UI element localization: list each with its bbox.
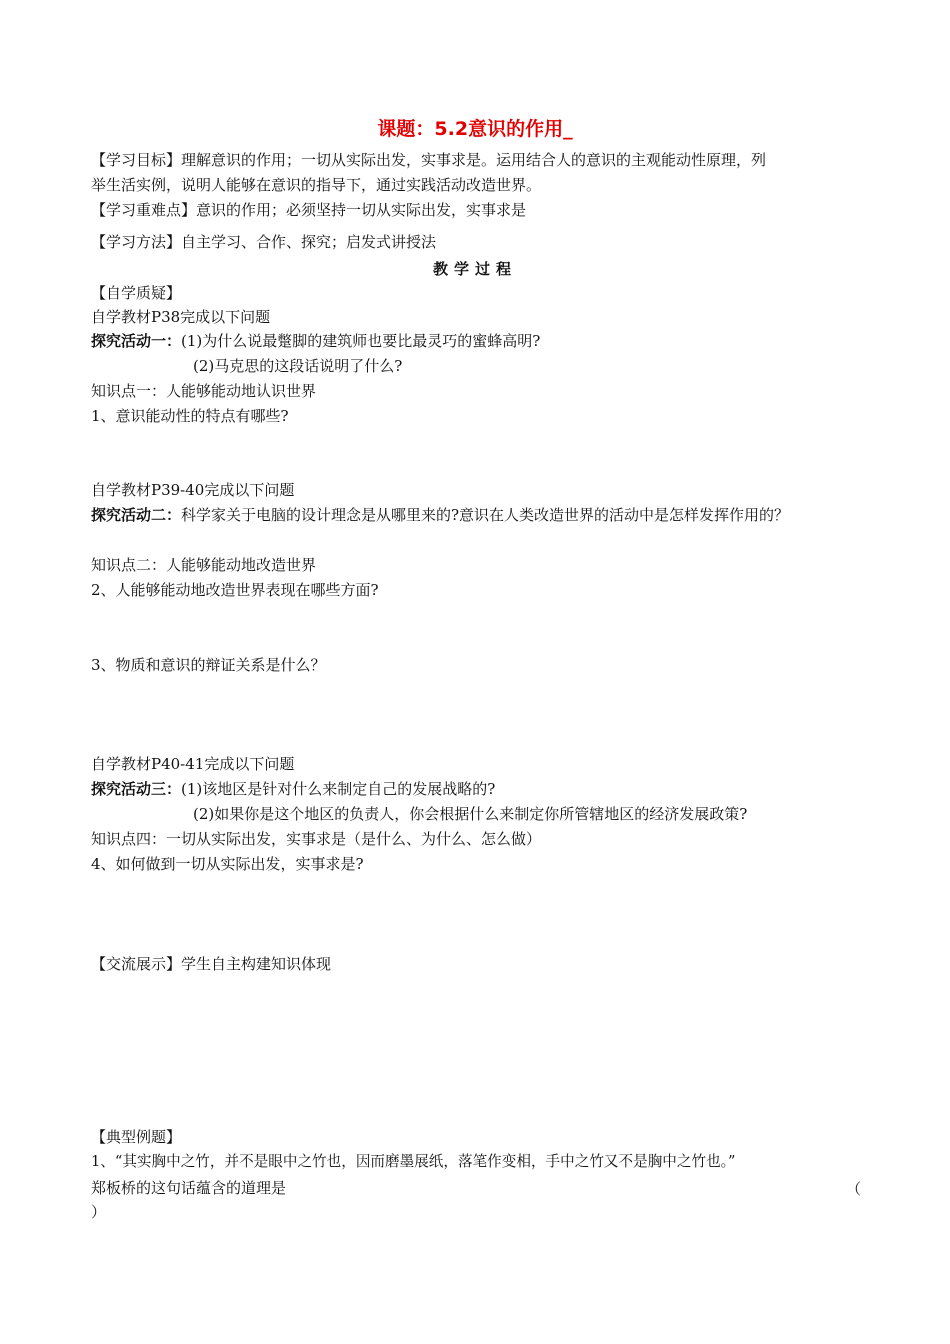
answer-paren-open: （ <box>846 1180 862 1198</box>
objectives-text-1: 理解意识的作用；一切从实际出发，实事求是。运用结合人的意识的主观能动性原理，列 <box>181 151 767 169</box>
example-1-line-2: 郑板桥的这句话蕴含的道理是 <box>91 1179 287 1197</box>
activity-2-text: 科学家关于电脑的设计理念是从哪里来的?意识在人类改造世界的活动中是怎样发挥作用的？ <box>181 506 790 524</box>
question-2: 2、人能够能动地改造世界表现在哪些方面? <box>91 581 379 599</box>
activity-1-question-1: (1)为什么说最蹩脚的建筑师也要比最灵巧的蜜蜂高明? <box>181 332 541 350</box>
key-points-line <box>91 200 526 220</box>
activity-3-question-1: (1)该地区是针对什么来制定自己的发展战略的? <box>181 780 496 798</box>
activity-1-label: 探究活动一： <box>91 332 182 350</box>
activity-2-line <box>91 505 789 525</box>
key-points-text: 意识的作用；必须坚持一切从实际出发，实事求是 <box>196 201 527 219</box>
question-3: 3、物质和意识的辩证关系是什么？ <box>91 656 326 674</box>
knowledge-point-1: 知识点一：人能够能动地认识世界 <box>91 382 317 400</box>
activity-3-label: 探究活动三： <box>91 780 182 798</box>
methods-line <box>91 232 436 252</box>
example-1-line-1: 1、“其实胸中之竹，并不是眼中之竹也，因而磨墨展纸，落笔作变相，手中之竹又不是胸中之竹也。” <box>91 1153 736 1170</box>
knowledge-point-2: 知识点二：人能够能动地改造世界 <box>91 556 317 574</box>
activity-1-question-2: (2)马克思的这段话说明了什么? <box>193 357 403 375</box>
activity-2-label: 探究活动二： <box>91 506 182 524</box>
answer-paren-close: ） <box>91 1203 107 1221</box>
exchange-label: 【交流展示】 <box>91 955 182 973</box>
methods-label: 【学习方法】 <box>91 233 182 251</box>
exchange-text: 学生自主构建知识体现 <box>181 955 332 973</box>
key-points-label: 【学习重难点】 <box>91 201 197 219</box>
knowledge-point-4: 知识点四：一切从实际出发，实事求是（是什么、为什么、怎么做） <box>91 830 542 848</box>
self-study-task-3: 自学教材P40-41完成以下问题 <box>91 755 295 773</box>
activity-1-line <box>91 331 540 351</box>
activity-3-question-2: (2)如果你是这个地区的负责人，你会根据什么来制定你所管辖地区的经济发展政策? <box>193 805 748 823</box>
objectives-text-2: 举生活实例，说明人能够在意识的指导下，通过实践活动改造世界。 <box>91 176 542 194</box>
objectives-line-1 <box>91 150 766 170</box>
question-1: 1、意识能动性的特点有哪些? <box>91 407 289 425</box>
process-heading: 教学过程 <box>432 260 517 278</box>
self-study-task-1: 自学教材P38完成以下问题 <box>91 308 271 326</box>
self-study-label: 【自学质疑】 <box>91 284 182 302</box>
page-title: 课题：5.2意识的作用_ <box>377 118 573 140</box>
examples-label: 【典型例题】 <box>91 1128 182 1146</box>
objectives-label: 【学习目标】 <box>91 151 182 169</box>
activity-3-line <box>91 779 495 799</box>
question-4: 4、如何做到一切从实际出发，实事求是? <box>91 855 364 873</box>
exchange-line <box>91 954 331 974</box>
self-study-task-2: 自学教材P39-40完成以下问题 <box>91 481 295 499</box>
methods-text: 自主学习、合作、探究；启发式讲授法 <box>181 233 437 251</box>
